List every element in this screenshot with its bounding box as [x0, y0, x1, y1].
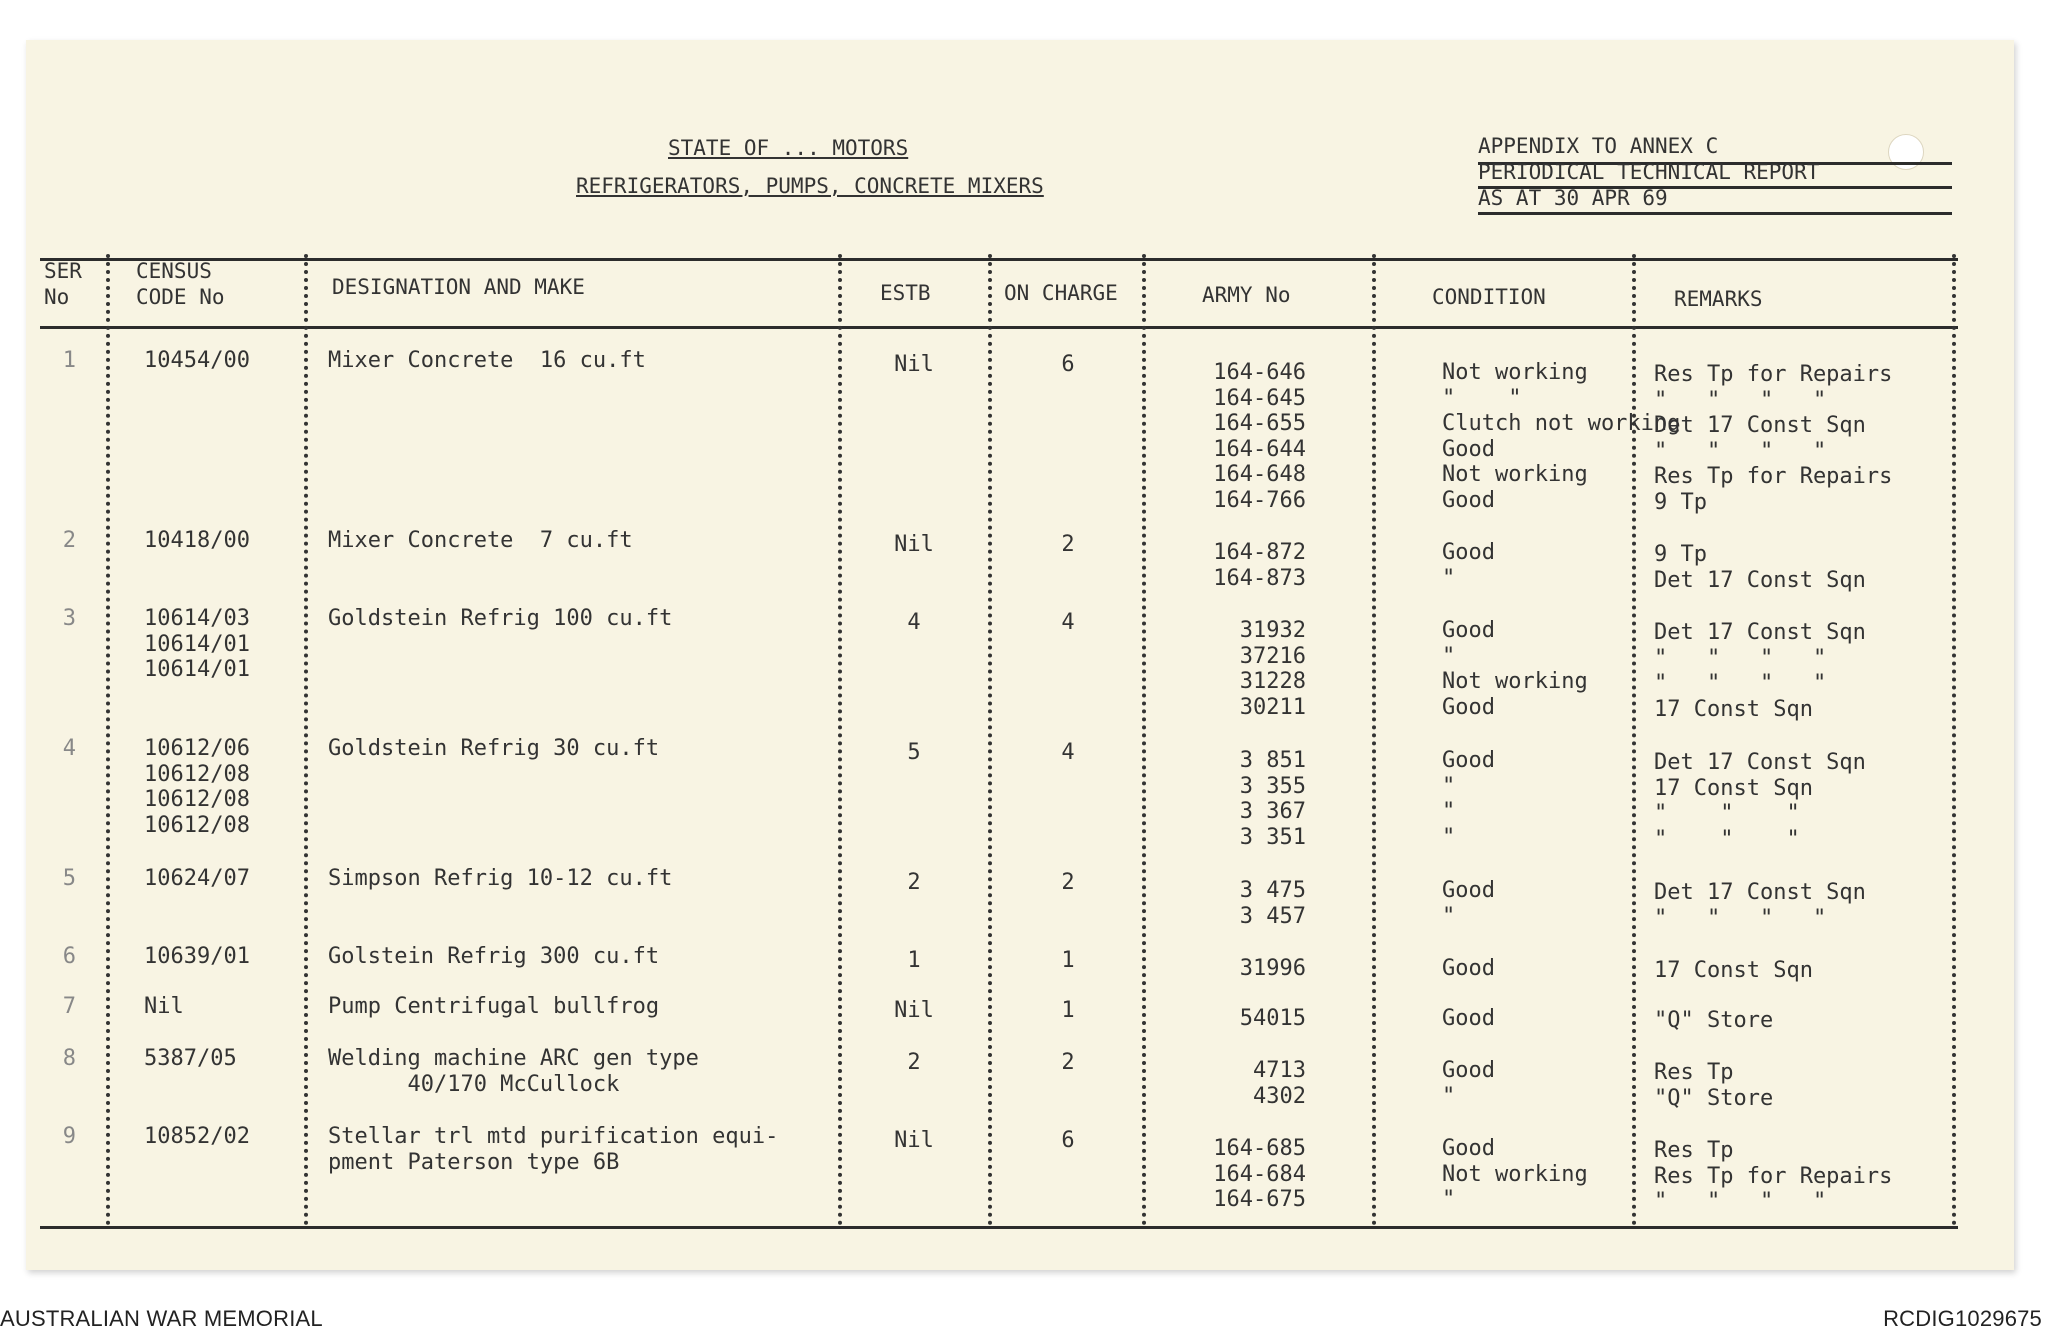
- footer-archive-name: AUSTRALIAN WAR MEMORIAL: [0, 1306, 323, 1331]
- row-census-code: 10454/00: [144, 348, 250, 373]
- row-designation: Mixer Concrete 7 cu.ft: [328, 528, 633, 553]
- row-remarks: " " " ": [1654, 387, 1827, 413]
- row-remarks: Res Tp for Repairs: [1654, 1163, 1893, 1189]
- row-army-no: 164-873: [1213, 565, 1306, 591]
- row-on-charge: 2: [1061, 532, 1075, 557]
- row-condition: Good: [1442, 488, 1495, 513]
- row-census-code: 10418/00: [144, 528, 250, 553]
- row-remarks: Det 17 Const Sqn: [1654, 620, 1866, 645]
- row-census-code: 10612/08: [144, 812, 250, 838]
- row-census-code: 10612/08: [144, 787, 250, 813]
- row-ser-no: 7: [62, 994, 76, 1019]
- row-ser-no: 5: [62, 866, 76, 891]
- row-on-charge: 4: [1061, 610, 1075, 635]
- row-army-no: 3 851: [1239, 748, 1306, 773]
- row-ser-no: 9: [62, 1124, 76, 1149]
- row-army-no: 3 367: [1239, 799, 1306, 825]
- row-ser-no: 6: [62, 944, 76, 969]
- row-designation: pment Paterson type 6B: [328, 1149, 620, 1175]
- row-remarks: Det 17 Const Sqn: [1654, 880, 1866, 905]
- row-estb: 2: [907, 870, 921, 895]
- row-estb: Nil: [894, 532, 934, 557]
- row-estb: 5: [907, 740, 921, 765]
- row-army-no: 3 355: [1239, 773, 1306, 799]
- row-army-no: 31228: [1239, 669, 1306, 695]
- row-remarks: 17 Const Sqn: [1654, 775, 1813, 801]
- row-army-no: 31996: [1239, 956, 1306, 981]
- row-estb: 4: [907, 610, 921, 635]
- row-estb: Nil: [894, 998, 934, 1023]
- row-condition: Good: [1442, 1058, 1495, 1083]
- row-ser-no: 8: [62, 1046, 76, 1071]
- row-on-charge: 6: [1061, 1128, 1075, 1153]
- row-army-no: 164-675: [1213, 1187, 1306, 1213]
- row-census-code: 10639/01: [144, 944, 250, 969]
- row-estb: 2: [907, 1050, 921, 1075]
- row-on-charge: 1: [1061, 948, 1075, 973]
- header-census-line2: CODE No: [136, 285, 225, 309]
- row-census-code: 10852/02: [144, 1124, 250, 1149]
- row-designation: Golstein Refrig 300 cu.ft: [328, 944, 660, 969]
- row-ser-no: 4: [62, 736, 76, 761]
- row-army-no: 164-648: [1213, 462, 1306, 488]
- row-remarks: 9 Tp: [1654, 542, 1707, 567]
- row-army-no: 30211: [1239, 694, 1306, 720]
- row-census-code: 10614/01: [144, 631, 250, 657]
- document-subtitle: REFRIGERATORS, PUMPS, CONCRETE MIXERS: [576, 174, 1044, 198]
- row-condition: Good: [1442, 618, 1495, 643]
- row-condition: ": [1442, 565, 1456, 591]
- document-title: STATE OF ... MOTORS: [668, 136, 909, 160]
- row-remarks: " " ": [1654, 826, 1800, 852]
- header-on-charge: ON CHARGE: [1004, 281, 1118, 305]
- row-remarks: 17 Const Sqn: [1654, 696, 1813, 722]
- row-army-no: 164-684: [1213, 1161, 1306, 1187]
- row-remarks: " " " ": [1654, 671, 1827, 697]
- row-condition: Good: [1442, 694, 1495, 720]
- row-condition: Good: [1442, 748, 1495, 773]
- row-army-no: 164-644: [1213, 436, 1306, 462]
- row-remarks: " " " ": [1654, 438, 1827, 464]
- row-remarks: Res Tp: [1654, 1060, 1734, 1085]
- header-ser-line2: No: [44, 285, 70, 309]
- row-estb: Nil: [894, 1128, 934, 1153]
- row-condition: ": [1442, 903, 1456, 929]
- row-remarks: Res Tp for Repairs: [1654, 362, 1893, 387]
- row-condition: Good: [1442, 1006, 1495, 1031]
- row-estb: Nil: [894, 352, 934, 377]
- header-condition: CONDITION: [1432, 285, 1546, 309]
- row-remarks: " " " ": [1654, 645, 1827, 671]
- header-census-line1: CENSUS: [136, 259, 212, 283]
- row-army-no: 37216: [1239, 643, 1306, 669]
- row-designation: Simpson Refrig 10-12 cu.ft: [328, 866, 673, 891]
- row-census-code: 10624/07: [144, 866, 250, 891]
- row-condition: Good: [1442, 878, 1495, 903]
- appendix-date: AS AT 30 APR 69: [1478, 186, 1668, 210]
- row-army-no: 3 457: [1239, 903, 1306, 929]
- row-on-charge: 1: [1061, 998, 1075, 1023]
- row-remarks: "Q" Store: [1654, 1008, 1774, 1033]
- row-on-charge: 6: [1061, 352, 1075, 377]
- row-designation: Goldstein Refrig 100 cu.ft: [328, 606, 673, 631]
- row-army-no: 4302: [1253, 1083, 1306, 1109]
- appendix-ref: APPENDIX TO ANNEX C: [1478, 134, 1719, 158]
- row-designation: Pump Centrifugal bullfrog: [328, 994, 660, 1019]
- header-estb: ESTB: [880, 281, 931, 305]
- row-census-code: 10612/06: [144, 736, 250, 761]
- row-army-no: 4713: [1253, 1058, 1306, 1083]
- row-army-no: 164-766: [1213, 488, 1306, 513]
- row-designation: Welding machine ARC gen type: [328, 1046, 699, 1071]
- row-remarks: 9 Tp: [1654, 490, 1707, 515]
- row-army-no: 164-645: [1213, 385, 1306, 411]
- header-remarks: REMARKS: [1674, 287, 1763, 311]
- header-designation: DESIGNATION AND MAKE: [332, 275, 585, 299]
- row-ser-no: 1: [62, 348, 76, 373]
- row-condition: Not working: [1442, 1161, 1588, 1187]
- row-designation: 40/170 McCullock: [328, 1071, 620, 1097]
- row-army-no: 3 351: [1239, 824, 1306, 850]
- row-condition: ": [1442, 1187, 1456, 1213]
- row-designation: Goldstein Refrig 30 cu.ft: [328, 736, 660, 761]
- row-remarks: " " " ": [1654, 905, 1827, 931]
- row-army-no: 3 475: [1239, 878, 1306, 903]
- row-ser-no: 2: [62, 528, 76, 553]
- row-designation: Mixer Concrete 16 cu.ft: [328, 348, 646, 373]
- row-condition: ": [1442, 1083, 1456, 1109]
- row-designation: Stellar trl mtd purification equi-: [328, 1124, 779, 1149]
- row-remarks: Res Tp: [1654, 1138, 1734, 1163]
- row-condition: Not working: [1442, 669, 1588, 695]
- row-condition: ": [1442, 773, 1456, 799]
- row-condition: ": [1442, 824, 1456, 850]
- footer-record-id: RCDIG1029675: [1883, 1306, 2042, 1331]
- row-army-no: 31932: [1239, 618, 1306, 643]
- row-army-no: 164-655: [1213, 411, 1306, 437]
- row-condition: Good: [1442, 956, 1495, 981]
- row-army-no: 164-646: [1213, 360, 1306, 385]
- row-remarks: " " ": [1654, 801, 1800, 827]
- row-condition: ": [1442, 643, 1456, 669]
- row-condition: Good: [1442, 436, 1495, 462]
- row-condition: Not working: [1442, 462, 1588, 488]
- row-estb: 1: [907, 948, 921, 973]
- row-on-charge: 4: [1061, 740, 1075, 765]
- row-remarks: Res Tp for Repairs: [1654, 464, 1893, 490]
- row-census-code: 10614/01: [144, 657, 250, 683]
- header-ser-line1: SER: [44, 259, 82, 283]
- row-remarks: Det 17 Const Sqn: [1654, 413, 1866, 439]
- row-census-code: 5387/05: [144, 1046, 237, 1071]
- row-census-code: 10612/08: [144, 761, 250, 787]
- row-remarks: 17 Const Sqn: [1654, 958, 1813, 983]
- row-condition: Good: [1442, 1136, 1495, 1161]
- appendix-report-name: PERIODICAL TECHNICAL REPORT: [1478, 160, 1820, 184]
- row-on-charge: 2: [1061, 1050, 1075, 1075]
- row-condition: Clutch not working: [1442, 411, 1681, 437]
- row-remarks: " " " ": [1654, 1189, 1827, 1215]
- row-army-no: 164-872: [1213, 540, 1306, 565]
- row-on-charge: 2: [1061, 870, 1075, 895]
- row-army-no: 164-685: [1213, 1136, 1306, 1161]
- row-remarks: "Q" Store: [1654, 1085, 1774, 1111]
- row-census-code: 10614/03: [144, 606, 250, 631]
- header-army-no: ARMY No: [1202, 283, 1291, 307]
- row-condition: Not working: [1442, 360, 1588, 385]
- row-condition: Good: [1442, 540, 1495, 565]
- row-army-no: 54015: [1239, 1006, 1306, 1031]
- row-remarks: Det 17 Const Sqn: [1654, 750, 1866, 775]
- row-remarks: Det 17 Const Sqn: [1654, 567, 1866, 593]
- row-ser-no: 3: [62, 606, 76, 631]
- row-condition: ": [1442, 799, 1456, 825]
- row-census-code: Nil: [144, 994, 184, 1019]
- row-condition: " ": [1442, 385, 1522, 411]
